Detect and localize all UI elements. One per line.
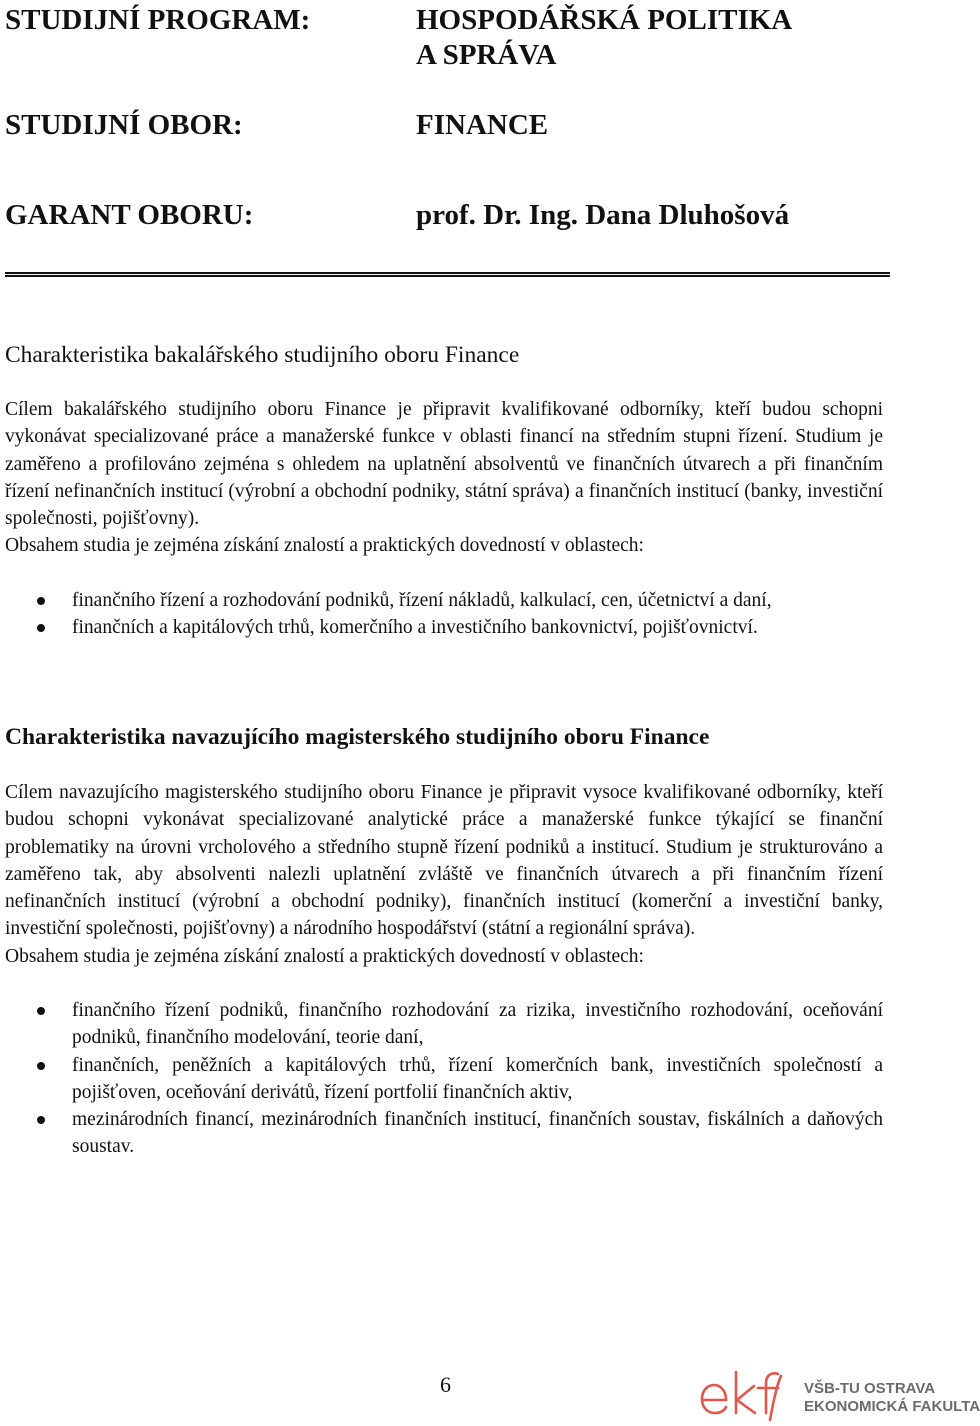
bachelor-paragraph-text: Cílem bakalářského studijního oboru Finance je připravit kvalifikované odborníky, kteří budou schopni vykonávat specializované práce a manažerské funkce v oblasti financí na středním stupni řízení. Studium je zaměřeno a profilováno zejména s ohledem na uplatnění absolventů ve finančních útvarech a při finančním řízení nefinančních institucí (výrobní a obchodní podniky, státní správa) a finančních institucí (banky, investiční společnosti, pojišťovny). — [5, 399, 883, 530]
bullet-text: finančních, peněžních a kapitálových trhů, řízení komerčních bank, investičních společností a pojišťoven, oceňování derivátů, řízení portfolií finančních aktiv, — [72, 1054, 883, 1103]
bullet-icon — [37, 1007, 45, 1015]
ekf-logo-icon — [698, 1368, 796, 1422]
guarantor-value — [416, 198, 916, 233]
logo-text — [804, 1380, 980, 1416]
program-label: STUDIJNÍ PROGRAM: — [5, 4, 311, 36]
list-item — [5, 587, 883, 614]
logo-line-university: VŠB-TU OSTRAVA — [804, 1380, 936, 1397]
field-value — [416, 108, 916, 143]
bullet-icon — [37, 1062, 45, 1070]
program-value-line: A SPRÁVA — [416, 39, 557, 71]
field-label: STUDIJNÍ OBOR: — [5, 109, 243, 141]
list-item — [5, 614, 883, 641]
bachelor-heading: Charakteristika bakalářského studijního oboru Finance — [5, 342, 520, 368]
list-item — [5, 1052, 883, 1107]
bullet-text: finančního řízení podniků, finančního rozhodování za rizika, investičního rozhodování, oceňování podniků, finančního modelování, teorie daní, — [72, 1000, 883, 1049]
faculty-logo — [698, 1368, 980, 1422]
list-item — [5, 1106, 883, 1161]
header-divider — [5, 272, 890, 277]
bullet-icon — [37, 1116, 45, 1124]
bullet-icon — [37, 624, 45, 632]
program-value — [416, 3, 916, 73]
master-paragraph-text: Cílem navazujícího magisterského studijního oboru Finance je připravit vysoce kvalifikované odborníky, kteří budou schopni vykonávat specializované analytické práce a manažerské funkce týkající se finanční problematiky na úrovni vrcholového a středního stupně řízení podniků a institucí. Studium je strukturováno a zaměřeno tak, aby absolventi nalezli uplatnění zvláště ve finančních útvarech a při finančním řízení nefinančních institucí (výrobní a obchodní podniky), finančních institucí (komerční a investiční banky, investiční společnosti, pojišťovny) a národního hospodářství (státní a regionální správa). — [5, 782, 883, 940]
program-value-line: HOSPODÁŘSKÁ POLITIKA — [416, 4, 793, 36]
guarantor-label: GARANT OBORU: — [5, 199, 254, 231]
guarantor-value-line: prof. Dr. Ing. Dana Dluhošová — [416, 199, 790, 231]
bachelor-bullet-list — [5, 587, 883, 642]
bachelor-paragraph — [5, 396, 883, 560]
bullet-icon — [37, 597, 45, 605]
master-heading: Charakteristika navazujícího magisterského studijního oboru Finance — [5, 724, 710, 750]
bachelor-intro: Obsahem studia je zejména získání znalostí a praktických dovedností v oblastech: — [5, 535, 644, 557]
master-intro: Obsahem studia je zejména získání znalostí a praktických dovedností v oblastech: — [5, 945, 644, 967]
list-item — [5, 997, 883, 1052]
logo-line-faculty: EKONOMICKÁ FAKULTA — [804, 1398, 980, 1415]
master-paragraph — [5, 779, 883, 970]
master-bullet-list — [5, 997, 883, 1161]
bullet-text: mezinárodních financí, mezinárodních finančních institucí, finančních soustav, fiskálních a daňových soustav. — [72, 1109, 883, 1158]
page-number: 6 — [440, 1372, 451, 1397]
field-value-line: FINANCE — [416, 109, 549, 141]
bullet-text: finančních a kapitálových trhů, komerčního a investičního bankovnictví, pojišťovnictví. — [72, 617, 758, 639]
bullet-text: finančního řízení a rozhodování podniků, řízení nákladů, kalkulací, cen, účetnictví a daní, — [72, 590, 772, 611]
